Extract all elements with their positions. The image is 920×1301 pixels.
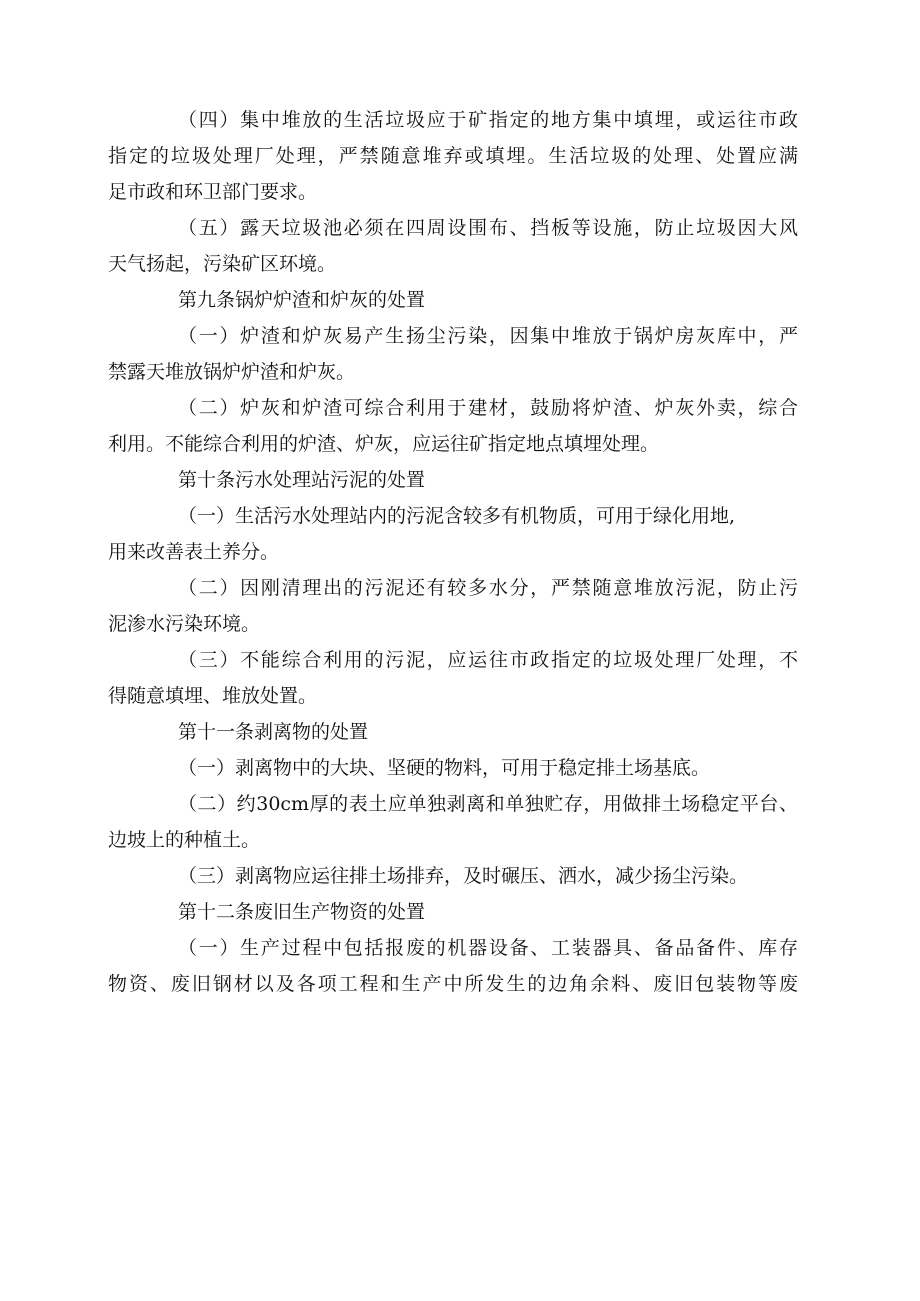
- paragraph-line: （一）生产过程中包括报废的机器设备、工装器具、备品备件、库存: [178, 937, 798, 959]
- paragraph-line: 指定的垃圾处理厂处理，严禁随意堆弃或填埋。生活垃圾的处理、处置应满: [108, 145, 798, 167]
- paragraph-line: 泥渗水污染环境。: [108, 613, 261, 635]
- section-heading: 第九条锅炉炉渣和炉灰的处置: [178, 289, 426, 311]
- paragraph-line: （一）剥离物中的大块、坚硬的物料，可用于稳定排土场基底。: [178, 757, 711, 779]
- paragraph-line: 天气扬起，污染矿区环境。: [108, 253, 337, 275]
- paragraph-line: （四）集中堆放的生活垃圾应于矿指定的地方集中填埋，或运往市政: [178, 109, 798, 131]
- section-heading: 第十二条废旧生产物资的处置: [178, 901, 426, 923]
- paragraph-line: （二）约30cm厚的表土应单独剥离和单独贮存，用做排土场稳定平台、: [178, 793, 798, 815]
- paragraph-line: 得随意填埋、堆放处置。: [108, 685, 318, 707]
- section-heading: 第十一条剥离物的处置: [178, 721, 369, 743]
- paragraph-line: （三）不能综合利用的污泥，应运往市政指定的垃圾处理厂处理，不: [178, 649, 798, 671]
- paragraph-line: （五）露天垃圾池必须在四周设围布、挡板等设施，防止垃圾因大风: [178, 217, 798, 239]
- paragraph-line: （三）剥离物应运往排土场排弃，及时碾压、洒水，减少扬尘污染。: [178, 865, 749, 887]
- paragraph-line: 足市政和环卫部门要求。: [108, 181, 318, 203]
- paragraph-line: （一）生活污水处理站内的污泥含较多有机物质，可用于绿化用地,: [178, 505, 736, 527]
- paragraph-line: 利用。不能综合利用的炉渣、炉灰，应运往矿指定地点填埋处理。: [108, 433, 660, 455]
- paragraph-line: 边坡上的种植土。: [108, 829, 261, 851]
- paragraph-line: 物资、废旧钢材以及各项工程和生产中所发生的边角余料、废旧包装物等废: [108, 973, 798, 995]
- paragraph-line: （二）因刚清理出的污泥还有较多水分，严禁随意堆放污泥，防止污: [178, 577, 798, 599]
- document-body: [108, 102, 798, 1002]
- paragraph-line: （二）炉灰和炉渣可综合利用于建材，鼓励将炉渣、炉灰外卖，综合: [178, 397, 798, 419]
- paragraph-line: （一）炉渣和炉灰易产生扬尘污染，因集中堆放于锅炉房灰库中，严: [178, 325, 798, 347]
- section-heading: 第十条污水处理站污泥的处置: [178, 469, 426, 491]
- paragraph-line: 禁露天堆放锅炉炉渣和炉灰。: [108, 361, 356, 383]
- paragraph-line: 用来改善表土养分。: [108, 541, 280, 563]
